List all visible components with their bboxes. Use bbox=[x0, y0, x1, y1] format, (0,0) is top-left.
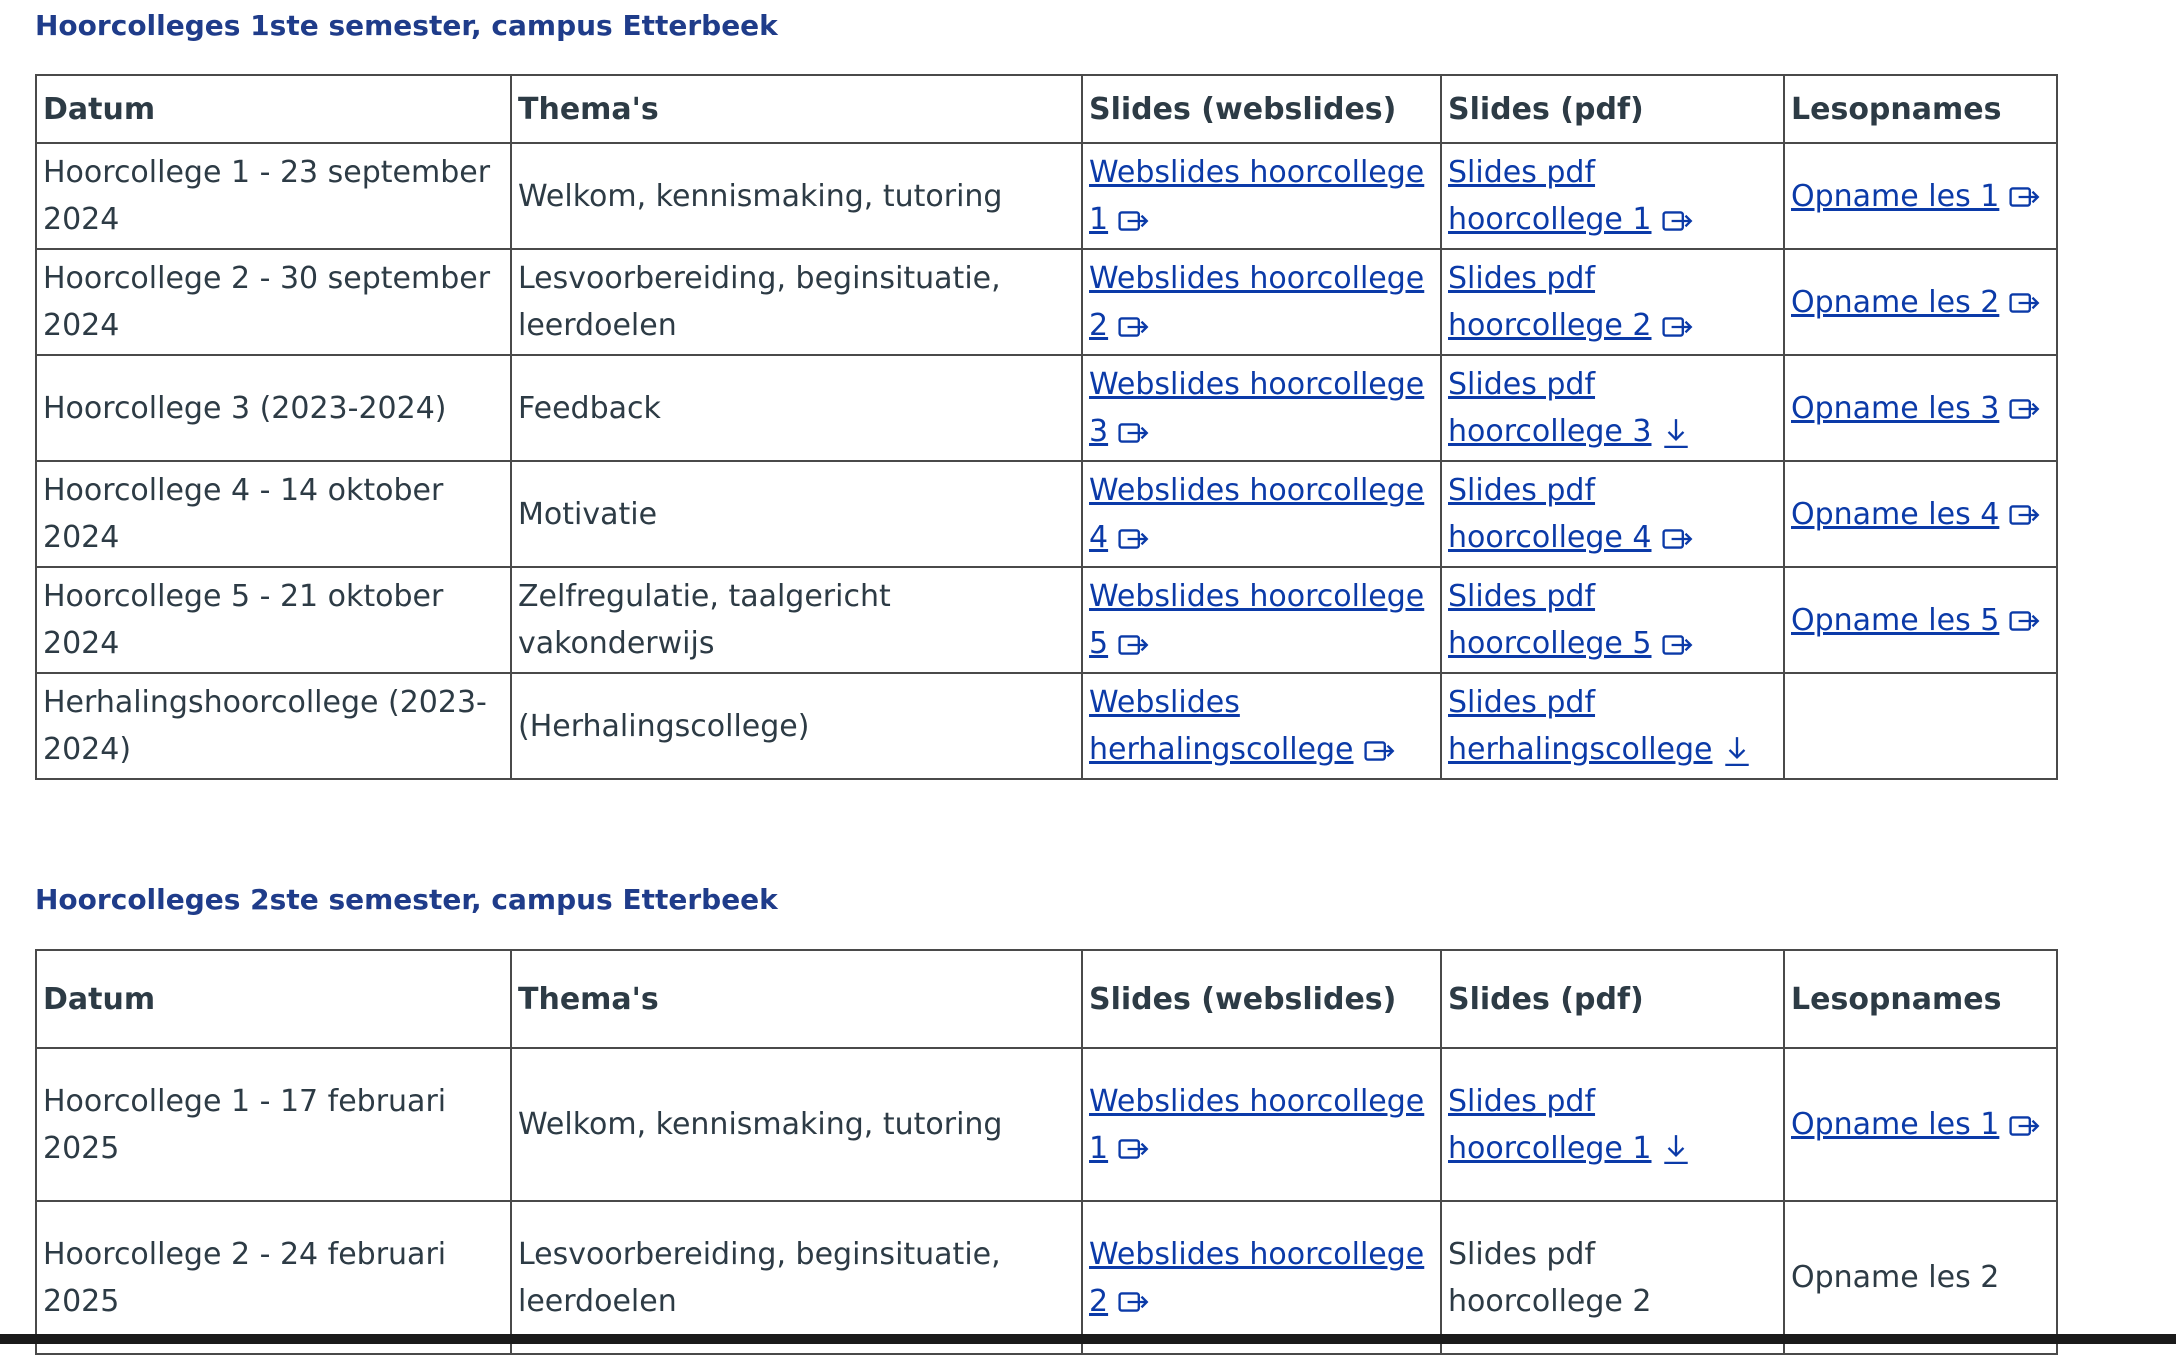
opname-cell bbox=[1784, 249, 2057, 355]
opname-link[interactable]: Opname les 1 bbox=[1791, 1107, 2000, 1142]
table-row bbox=[36, 1048, 2057, 1201]
pdf-link[interactable]: Slides pdf hoorcollege 1 bbox=[1448, 155, 1652, 237]
external-link-icon[interactable] bbox=[2009, 609, 2041, 633]
header-lesopnames: Lesopnames bbox=[1784, 950, 2057, 1048]
opname-cell: Opname les 2 bbox=[1784, 1201, 2057, 1354]
external-link-icon[interactable] bbox=[1118, 1137, 1150, 1161]
external-link-icon[interactable] bbox=[1118, 315, 1150, 339]
header-webslides: Slides (webslides) bbox=[1082, 950, 1441, 1048]
pdf-cell bbox=[1441, 673, 1784, 779]
thema-cell: Zelfregulatie, taalgericht vakonderwijs bbox=[511, 567, 1082, 673]
header-lesopnames: Lesopnames bbox=[1784, 75, 2057, 143]
opname-cell bbox=[1784, 673, 2057, 779]
thema-cell: Welkom, kennismaking, tutoring bbox=[511, 143, 1082, 249]
webslides-link[interactable]: Webslides hoorcollege 1 bbox=[1089, 1083, 1425, 1166]
window-bottom-edge bbox=[0, 1334, 2176, 1344]
pdf-cell bbox=[1441, 567, 1784, 673]
semester2-table bbox=[35, 949, 2058, 1355]
datum-cell: Hoorcollege 4 - 14 oktober 2024 bbox=[36, 461, 511, 567]
webslides-cell bbox=[1082, 461, 1441, 567]
external-link-icon[interactable] bbox=[1118, 633, 1150, 657]
external-link-icon[interactable] bbox=[2009, 1114, 2041, 1138]
pdf-link[interactable]: Slides pdf hoorcollege 1 bbox=[1448, 1083, 1652, 1166]
pdf-cell bbox=[1441, 143, 1784, 249]
pdf-link[interactable]: Slides pdf hoorcollege 5 bbox=[1448, 579, 1652, 661]
thema-cell: (Herhalingscollege) bbox=[511, 673, 1082, 779]
table-row bbox=[36, 673, 2057, 779]
pdf-link[interactable]: Slides pdf hoorcollege 3 bbox=[1448, 367, 1652, 449]
header-themas: Thema's bbox=[511, 950, 1082, 1048]
pdf-link[interactable]: Slides pdf hoorcollege 2 bbox=[1448, 261, 1652, 343]
thema-cell: Feedback bbox=[511, 355, 1082, 461]
header-themas: Thema's bbox=[511, 75, 1082, 143]
header-datum: Datum bbox=[36, 75, 511, 143]
header-pdf: Slides (pdf) bbox=[1441, 75, 1784, 143]
opname-link[interactable]: Opname les 5 bbox=[1791, 602, 2000, 638]
download-icon[interactable] bbox=[1723, 735, 1751, 767]
table-row bbox=[36, 143, 2057, 249]
datum-cell: Hoorcollege 5 - 21 oktober 2024 bbox=[36, 567, 511, 673]
datum-cell: Hoorcollege 2 - 30 september 2024 bbox=[36, 249, 511, 355]
opname-link[interactable]: Opname les 4 bbox=[1791, 496, 2000, 532]
opname-link[interactable]: Opname les 3 bbox=[1791, 390, 2000, 426]
table-row bbox=[36, 567, 2057, 673]
pdf-link[interactable]: Slides pdf herhalingscollege bbox=[1448, 685, 1713, 767]
external-link-icon[interactable] bbox=[2009, 291, 2041, 315]
header-webslides: Slides (webslides) bbox=[1082, 75, 1441, 143]
external-link-icon[interactable] bbox=[1662, 633, 1694, 657]
pdf-cell: Slides pdf hoorcollege 2 bbox=[1441, 1201, 1784, 1354]
webslides-cell bbox=[1082, 249, 1441, 355]
opname-link[interactable]: Opname les 2 bbox=[1791, 284, 2000, 320]
pdf-cell bbox=[1441, 1048, 1784, 1201]
external-link-icon[interactable] bbox=[2009, 397, 2041, 421]
webslides-cell bbox=[1082, 1048, 1441, 1201]
header-pdf: Slides (pdf) bbox=[1441, 950, 1784, 1048]
thema-cell: Lesvoorbereiding, beginsituatie, leerdoelen bbox=[511, 249, 1082, 355]
webslides-cell bbox=[1082, 673, 1441, 779]
webslides-link[interactable]: Webslides hoorcollege 1 bbox=[1089, 155, 1425, 237]
webslides-link[interactable]: Webslides herhalingscollege bbox=[1089, 685, 1354, 767]
opname-cell bbox=[1784, 1048, 2057, 1201]
pdf-cell bbox=[1441, 355, 1784, 461]
header-datum: Datum bbox=[36, 950, 511, 1048]
external-link-icon[interactable] bbox=[2009, 185, 2041, 209]
semester1-title: Hoorcolleges 1ste semester, campus Etterbeek bbox=[35, 9, 778, 42]
webslides-link[interactable]: Webslides hoorcollege 5 bbox=[1089, 579, 1425, 661]
table-row bbox=[36, 249, 2057, 355]
opname-link[interactable]: Opname les 1 bbox=[1791, 178, 2000, 214]
pdf-cell bbox=[1441, 249, 1784, 355]
semester1-table bbox=[35, 74, 2058, 780]
datum-cell: Hoorcollege 1 - 23 september 2024 bbox=[36, 143, 511, 249]
datum-cell: Hoorcollege 1 - 17 februari 2025 bbox=[36, 1048, 511, 1201]
semester2-title: Hoorcolleges 2ste semester, campus Etterbeek bbox=[35, 883, 778, 916]
table-row bbox=[36, 461, 2057, 567]
thema-cell: Welkom, kennismaking, tutoring bbox=[511, 1048, 1082, 1201]
webslides-link[interactable]: Webslides hoorcollege 2 bbox=[1089, 261, 1425, 343]
external-link-icon[interactable] bbox=[2009, 503, 2041, 527]
table-row bbox=[36, 355, 2057, 461]
external-link-icon[interactable] bbox=[1364, 739, 1396, 763]
external-link-icon[interactable] bbox=[1662, 527, 1694, 551]
download-icon[interactable] bbox=[1662, 1133, 1690, 1165]
external-link-icon[interactable] bbox=[1662, 315, 1694, 339]
webslides-cell bbox=[1082, 1201, 1441, 1354]
external-link-icon[interactable] bbox=[1118, 527, 1150, 551]
table-header-row bbox=[36, 75, 2057, 143]
external-link-icon[interactable] bbox=[1662, 209, 1694, 233]
datum-cell: Hoorcollege 2 - 24 februari 2025 bbox=[36, 1201, 511, 1354]
datum-cell: Hoorcollege 3 (2023-2024) bbox=[36, 355, 511, 461]
opname-cell bbox=[1784, 567, 2057, 673]
webslides-link[interactable]: Webslides hoorcollege 4 bbox=[1089, 473, 1425, 555]
datum-cell: Herhalingshoorcollege (2023-2024) bbox=[36, 673, 511, 779]
webslides-cell bbox=[1082, 143, 1441, 249]
webslides-cell bbox=[1082, 567, 1441, 673]
thema-cell: Motivatie bbox=[511, 461, 1082, 567]
webslides-cell bbox=[1082, 355, 1441, 461]
external-link-icon[interactable] bbox=[1118, 209, 1150, 233]
download-icon[interactable] bbox=[1662, 417, 1690, 449]
opname-cell bbox=[1784, 355, 2057, 461]
webslides-link[interactable]: Webslides hoorcollege 3 bbox=[1089, 367, 1425, 449]
webslides-link[interactable]: Webslides hoorcollege 2 bbox=[1089, 1236, 1425, 1319]
pdf-cell bbox=[1441, 461, 1784, 567]
external-link-icon[interactable] bbox=[1118, 421, 1150, 445]
table-header-row bbox=[36, 950, 2057, 1048]
table-row bbox=[36, 1201, 2057, 1354]
opname-cell bbox=[1784, 461, 2057, 567]
thema-cell: Lesvoorbereiding, beginsituatie, leerdoelen bbox=[511, 1201, 1082, 1354]
opname-cell bbox=[1784, 143, 2057, 249]
external-link-icon[interactable] bbox=[1118, 1290, 1150, 1314]
pdf-link[interactable]: Slides pdf hoorcollege 4 bbox=[1448, 473, 1652, 555]
